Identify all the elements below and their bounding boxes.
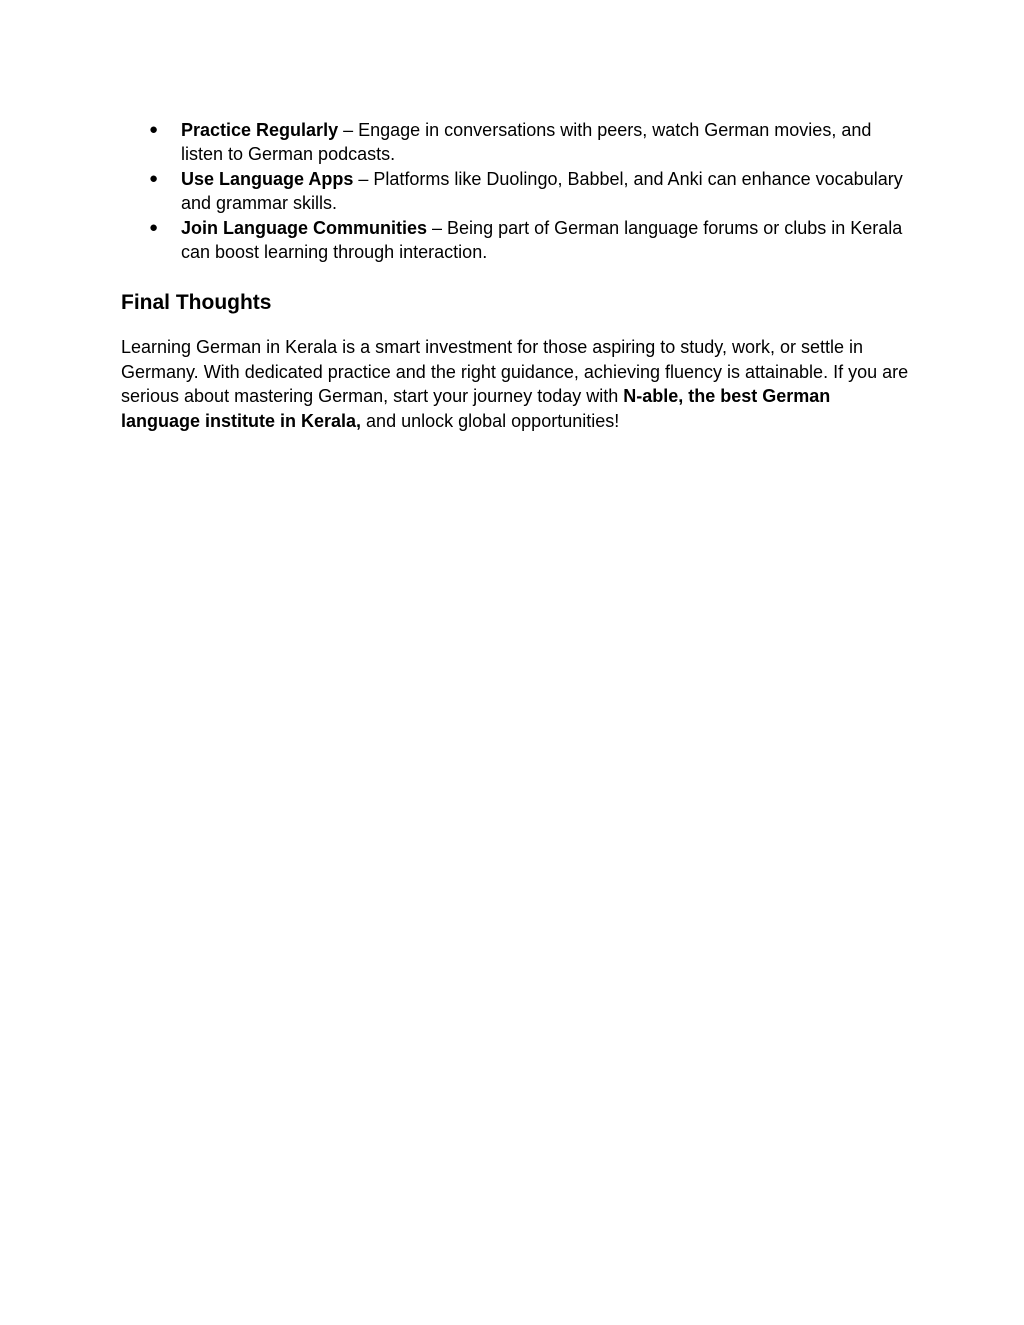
bullet-icon: ● [149,121,159,138]
list-item-practice-regularly [121,118,911,167]
paragraph-text-end: and unlock global opportunities! [361,410,620,431]
section-heading-final-thoughts: Final Thoughts [121,291,272,315]
list-item-title: Use Language Apps [181,168,354,189]
list-item-text: – Engage in conversations with peers, watch German movies, and listen to German podcasts. [181,120,872,165]
final-thoughts-paragraph [121,335,911,433]
bullet-icon: ● [149,169,159,187]
document-content [121,118,911,433]
paragraph-bold-text: N-able, the best German language institute in Kerala, [121,386,831,431]
list-item-text: – Being part of German language forums or clubs in Kerala can boost learning through interaction. [181,217,903,263]
list-item-title: Practice Regularly [181,120,339,140]
list-item-text: – Platforms like Duolingo, Babbel, and Anki can enhance vocabulary and grammar skills. [181,168,903,214]
list-item-join-language-communities [121,216,911,265]
tips-list [121,118,911,264]
bullet-icon: ● [149,218,159,236]
list-item-title: Join Language Communities [181,217,428,238]
list-item-use-language-apps [121,167,911,216]
paragraph-text-start: Learning German in Kerala is a smart investment for those aspiring to study, work, or settle in Germany. With dedicated practice and the right guidance, achieving fluency is attainable. If you are serious about mastering German, start your journey today with [121,337,909,407]
